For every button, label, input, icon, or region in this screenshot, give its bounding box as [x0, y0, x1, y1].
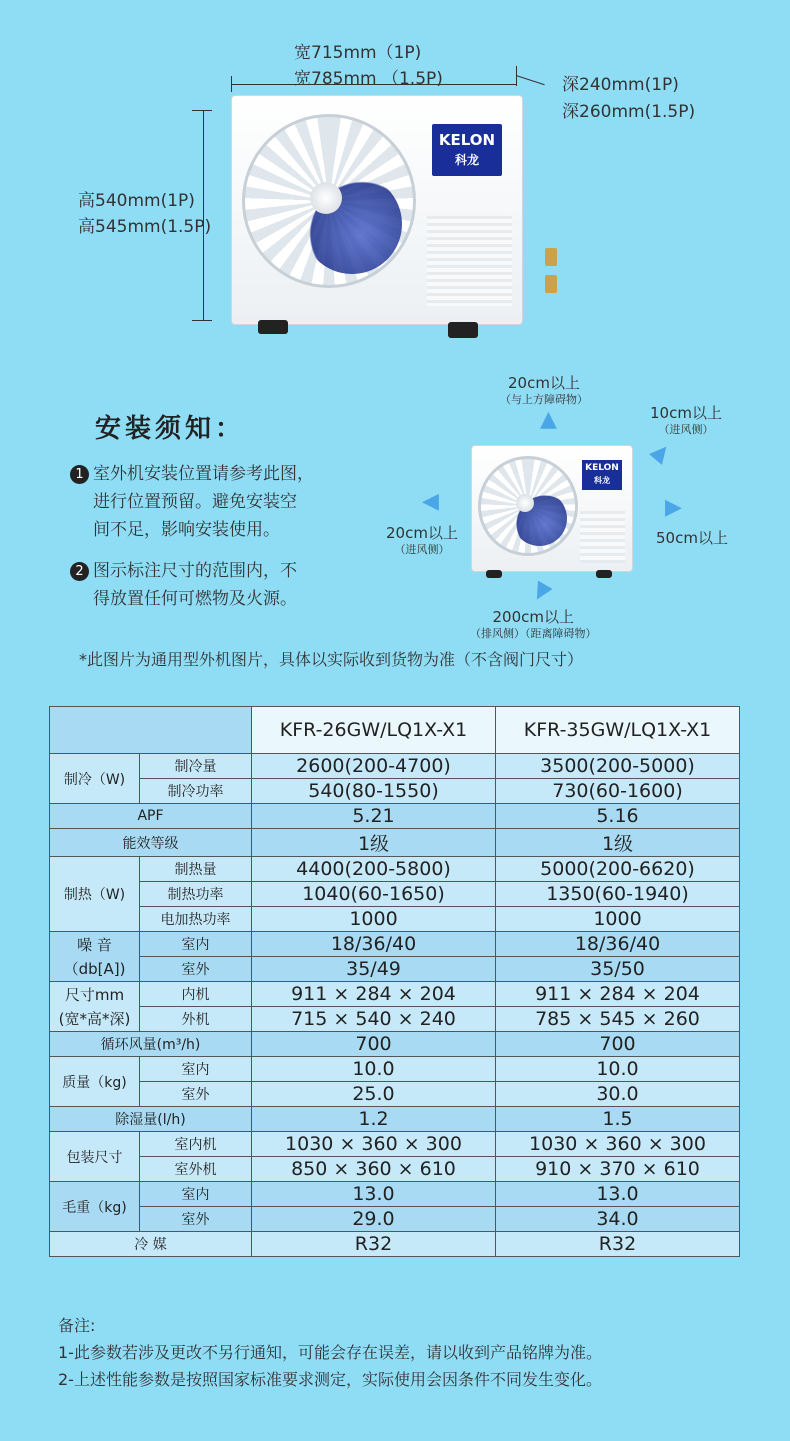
group-gross-weight: 毛重（kg)	[50, 1182, 140, 1232]
install-heading: 安装须知：	[95, 414, 246, 444]
row-value-1: 911 × 284 × 204	[252, 982, 496, 1007]
notes-title: 备注:	[58, 1316, 96, 1335]
group-size: 尺寸mm (宽*高*深)	[50, 982, 140, 1032]
row-value-1: 1040(60-1650)	[252, 882, 496, 907]
row-value-2: 1.5	[496, 1107, 740, 1132]
table-row	[50, 932, 740, 957]
row-value-2: 1000	[496, 907, 740, 932]
group-noise: 噪 音 （db[A])	[50, 932, 140, 982]
table-row	[50, 829, 740, 857]
width-label-15p: 宽785mm （1.5P)	[294, 69, 443, 89]
row-value-2: 18/36/40	[496, 932, 740, 957]
row-label: 制热量	[140, 857, 252, 882]
row-value-1: 4400(200-5800)	[252, 857, 496, 882]
dimension-diagram	[0, 0, 790, 350]
table-row	[50, 1157, 740, 1182]
height-tick-top	[192, 110, 212, 111]
note-item-2: 2-上述性能参数是按照国家标准要求测定，实际使用会因条件不同发生变化。	[58, 1370, 602, 1389]
row-value-2: 1350(60-1940)	[496, 882, 740, 907]
unit-side-panel	[521, 90, 546, 315]
clearance-right-top-value: 10cm以上	[650, 404, 722, 422]
depth-label-1p: 深240mm(1P)	[562, 75, 679, 95]
arrow-up-icon: ▲	[540, 407, 557, 432]
model-header-2: KFR-35GW/LQ1X-X1	[496, 707, 740, 754]
row-value-2: 730(60-1600)	[496, 779, 740, 804]
brand-logo	[432, 124, 502, 176]
notice-1-line-2: 进行位置预留。避免安装空	[93, 492, 297, 512]
clearance-foot-left	[486, 570, 502, 578]
image-disclaimer: *此图片为通用型外机图片，具体以实际收到货物为准（不含阀门尺寸）	[79, 650, 584, 669]
clearance-unit-image	[471, 445, 633, 572]
row-value-1: 540(80-1550)	[252, 779, 496, 804]
brand-name: KELON	[438, 131, 496, 149]
clearance-unit-side	[631, 442, 645, 565]
row-value-1: 715 × 540 × 240	[252, 1007, 496, 1032]
install-notice-2	[70, 557, 370, 613]
row-value-1: 18/36/40	[252, 932, 496, 957]
spec-table	[49, 706, 740, 1257]
outdoor-unit-image	[231, 95, 523, 325]
table-row	[50, 1232, 740, 1257]
row-value-2: 785 × 545 × 260	[496, 1007, 740, 1032]
row-label-apf: APF	[50, 804, 252, 829]
row-value-2: 3500(200-5000)	[496, 754, 740, 779]
row-value-2: 5000(200-6620)	[496, 857, 740, 882]
row-value-2: 34.0	[496, 1207, 740, 1232]
row-value-1: 29.0	[252, 1207, 496, 1232]
clearance-fan-hub	[516, 494, 534, 512]
clearance-top-value: 20cm以上	[508, 374, 580, 392]
row-value-1: 700	[252, 1032, 496, 1057]
row-label: 室内	[140, 1182, 252, 1207]
row-value-2: R32	[496, 1232, 740, 1257]
table-row	[50, 1132, 740, 1157]
brand-name-cn: 科龙	[454, 153, 479, 167]
row-value-2: 10.0	[496, 1057, 740, 1082]
row-label: 制热功率	[140, 882, 252, 907]
row-label: 电加热功率	[140, 907, 252, 932]
row-value-2: 5.16	[496, 804, 740, 829]
row-label: 室内	[140, 932, 252, 957]
notice-number-1: 1	[70, 465, 89, 484]
row-label: 室内	[140, 1057, 252, 1082]
clearance-right-value: 50cm以上	[656, 529, 728, 547]
clearance-side-grille	[580, 511, 625, 563]
width-tick-left	[231, 76, 232, 92]
clearance-left	[386, 522, 458, 557]
row-value-1: 13.0	[252, 1182, 496, 1207]
row-label: 室外机	[140, 1157, 252, 1182]
row-label: 外机	[140, 1007, 252, 1032]
notice-1-line-1: 室外机安装位置请参考此图，	[93, 464, 314, 484]
side-grille	[427, 216, 512, 306]
clearance-foot-right	[596, 570, 612, 578]
depth-dimension-line	[516, 75, 545, 85]
clearance-brand-logo	[582, 460, 622, 490]
clearance-left-value: 20cm以上	[386, 524, 458, 542]
row-value-2: 1级	[496, 829, 740, 857]
row-value-2: 1030 × 360 × 300	[496, 1132, 740, 1157]
row-value-2: 911 × 284 × 204	[496, 982, 740, 1007]
table-row	[50, 754, 740, 779]
clearance-right	[656, 527, 728, 548]
fan-hub	[310, 182, 342, 214]
table-header-row	[50, 707, 740, 754]
notice-2-line-2: 得放置任何可燃物及火源。	[93, 589, 297, 609]
row-value-1: 1000	[252, 907, 496, 932]
table-corner-cell	[50, 707, 252, 754]
table-row	[50, 907, 740, 932]
height-tick-bottom	[192, 320, 212, 321]
row-label: 室外	[140, 1207, 252, 1232]
clearance-bottom-value: 200cm以上	[492, 608, 574, 626]
height-label-1p: 高540mm(1P)	[78, 191, 195, 211]
table-row	[50, 1107, 740, 1132]
clearance-brand-name: KELON	[585, 463, 619, 473]
clearance-diagram	[370, 365, 790, 645]
group-package: 包装尺寸	[50, 1132, 140, 1182]
valve-upper	[545, 248, 557, 266]
row-value-2: 700	[496, 1032, 740, 1057]
clearance-left-note: （进风侧）	[394, 543, 450, 556]
table-row	[50, 779, 740, 804]
row-label: 制冷量	[140, 754, 252, 779]
depth-label-15p: 深260mm(1.5P)	[562, 102, 696, 122]
table-row	[50, 1207, 740, 1232]
model-header-1: KFR-26GW/LQ1X-X1	[252, 707, 496, 754]
row-label: 室外	[140, 1082, 252, 1107]
unit-foot-left	[258, 320, 288, 334]
clearance-right-top-note: （进风侧）	[658, 423, 714, 436]
table-row	[50, 957, 740, 982]
row-value-1: R32	[252, 1232, 496, 1257]
row-value-1: 1.2	[252, 1107, 496, 1132]
valve-lower	[545, 275, 557, 293]
table-row	[50, 1182, 740, 1207]
arrow-down-icon: ▼	[527, 576, 556, 607]
row-value-2: 35/50	[496, 957, 740, 982]
row-value-1: 850 × 360 × 610	[252, 1157, 496, 1182]
table-row	[50, 1032, 740, 1057]
group-weight: 质量（kg)	[50, 1057, 140, 1107]
row-value-2: 13.0	[496, 1182, 740, 1207]
row-label: 室内机	[140, 1132, 252, 1157]
clearance-right-top	[650, 402, 722, 437]
row-value-2: 30.0	[496, 1082, 740, 1107]
row-value-1: 25.0	[252, 1082, 496, 1107]
unit-foot-right	[448, 322, 478, 338]
clearance-top-note: （与上方障碍物）	[500, 393, 588, 406]
note-item-1: 1-此参数若涉及更改不另行通知，可能会存在误差，请以收到产品铭牌为准。	[58, 1343, 602, 1362]
row-value-1: 35/49	[252, 957, 496, 982]
row-value-1: 10.0	[252, 1057, 496, 1082]
table-row	[50, 1082, 740, 1107]
row-label-refrigerant: 冷 媒	[50, 1232, 252, 1257]
notice-number-2: 2	[70, 562, 89, 581]
clearance-bottom	[470, 606, 597, 641]
table-row	[50, 857, 740, 882]
install-notice-1	[70, 460, 370, 544]
notice-2-line-1: 图示标注尺寸的范围内，不	[93, 561, 297, 581]
arrow-upright-icon: ▲	[646, 437, 676, 468]
table-row	[50, 1007, 740, 1032]
clearance-brand-name-cn: 科龙	[594, 476, 610, 485]
row-value-1: 5.21	[252, 804, 496, 829]
table-row	[50, 982, 740, 1007]
row-label-efficiency: 能效等级	[50, 829, 252, 857]
row-label-dehumidify: 除湿量(l/h)	[50, 1107, 252, 1132]
notes-section	[58, 1312, 602, 1393]
group-cooling: 制冷（W)	[50, 754, 140, 804]
arrow-right-icon: ▶	[665, 495, 682, 520]
height-label-15p: 高545mm(1.5P)	[78, 217, 212, 237]
width-label-1p: 宽715mm（1P)	[294, 43, 422, 63]
clearance-top	[500, 372, 588, 407]
row-label-airflow: 循环风量(m³/h)	[50, 1032, 252, 1057]
table-row	[50, 804, 740, 829]
arrow-left-icon: ◀	[422, 489, 439, 514]
row-label: 内机	[140, 982, 252, 1007]
row-label: 室外	[140, 957, 252, 982]
notice-1-line-3: 间不足，影响安装使用。	[93, 520, 280, 540]
clearance-bottom-note: （排风侧）（距离障碍物）	[470, 627, 597, 640]
row-label: 制冷功率	[140, 779, 252, 804]
row-value-1: 1030 × 360 × 300	[252, 1132, 496, 1157]
row-value-1: 1级	[252, 829, 496, 857]
row-value-1: 2600(200-4700)	[252, 754, 496, 779]
table-row	[50, 882, 740, 907]
row-value-2: 910 × 370 × 610	[496, 1157, 740, 1182]
table-row	[50, 1057, 740, 1082]
group-heating: 制热（W)	[50, 857, 140, 932]
